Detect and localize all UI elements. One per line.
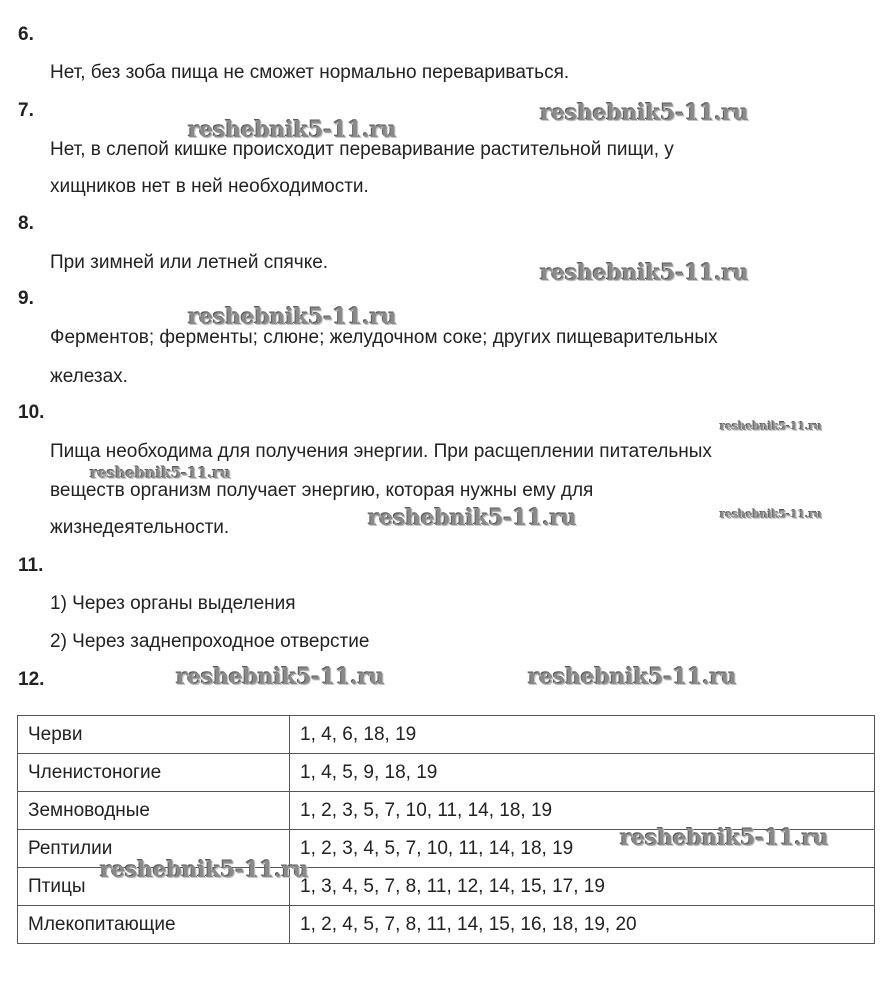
answer-10-line-2: веществ организм получает энергию, которая нужны ему для — [50, 480, 594, 501]
watermark: reshebnik5-11.ru — [720, 508, 822, 521]
animal-group-cell: Членистоногие — [18, 754, 290, 792]
table-row — [18, 754, 875, 792]
answer-10-line-3: жизнедеятельности. — [50, 517, 230, 538]
feature-numbers-cell: 1, 3, 4, 5, 7, 8, 11, 12, 14, 15, 17, 19 — [290, 868, 875, 906]
watermark: reshebnik5-11.ru — [100, 857, 309, 883]
table-row — [18, 830, 875, 868]
watermark: reshebnik5-11.ru — [620, 825, 829, 851]
question-number-8: 8. — [18, 213, 34, 234]
answer-11-line-1: 1) Через органы выделения — [50, 593, 296, 614]
animal-group-cell: Птицы — [18, 868, 290, 906]
table-row — [18, 716, 875, 754]
feature-numbers-cell: 1, 4, 5, 9, 18, 19 — [290, 754, 875, 792]
animal-group-cell: Земноводные — [18, 792, 290, 830]
answer-9-line-2: железах. — [50, 366, 128, 387]
question-number-9: 9. — [18, 288, 34, 309]
answer-8-line-1: При зимней или летней спячке. — [50, 252, 329, 273]
watermark: reshebnik5-11.ru — [188, 304, 397, 330]
feature-numbers-cell: 1, 2, 3, 5, 7, 10, 11, 14, 18, 19 — [290, 792, 875, 830]
watermark: reshebnik5-11.ru — [368, 505, 577, 531]
table-row — [18, 792, 875, 830]
question-number-11: 11. — [18, 555, 44, 576]
answer-12-table — [17, 715, 875, 944]
watermark: reshebnik5-11.ru — [540, 100, 749, 126]
answer-6-line-1: Нет, без зоба пища не сможет нормально перевариваться. — [50, 62, 570, 83]
animal-group-cell: Черви — [18, 716, 290, 754]
answer-10-line-1: Пища необходима для получения энергии. При расщеплении питательных — [50, 441, 712, 462]
question-number-12: 12. — [18, 669, 45, 690]
question-number-6: 6. — [18, 24, 34, 45]
watermark: reshebnik5-11.ru — [90, 464, 231, 482]
answer-7-line-2: хищников нет в ней необходимости. — [50, 176, 369, 197]
animal-group-cell: Млекопитающие — [18, 906, 290, 944]
feature-numbers-cell: 1, 2, 3, 4, 5, 7, 10, 11, 14, 18, 19 — [290, 830, 875, 868]
answer-11-line-2: 2) Через заднепроходное отверстие — [50, 631, 370, 652]
table-row — [18, 906, 875, 944]
answer-9-line-1: Ферментов; ферменты; слюне; желудочном соке; других пищеварительных — [50, 327, 718, 348]
watermark: reshebnik5-11.ru — [720, 420, 822, 433]
feature-numbers-cell: 1, 4, 6, 18, 19 — [290, 716, 875, 754]
answer-7-line-1: Нет, в слепой кишке происходит переваривание растительной пищи, у — [50, 139, 674, 160]
watermark: reshebnik5-11.ru — [540, 260, 749, 286]
watermark: reshebnik5-11.ru — [188, 117, 397, 143]
question-number-7: 7. — [18, 100, 34, 121]
watermark: reshebnik5-11.ru — [176, 664, 385, 690]
question-number-10: 10. — [18, 402, 45, 423]
watermark: reshebnik5-11.ru — [528, 664, 737, 690]
animal-group-cell: Рептилии — [18, 830, 290, 868]
feature-numbers-cell: 1, 2, 4, 5, 7, 8, 11, 14, 15, 16, 18, 19, 20 — [290, 906, 875, 944]
table-row — [18, 868, 875, 906]
